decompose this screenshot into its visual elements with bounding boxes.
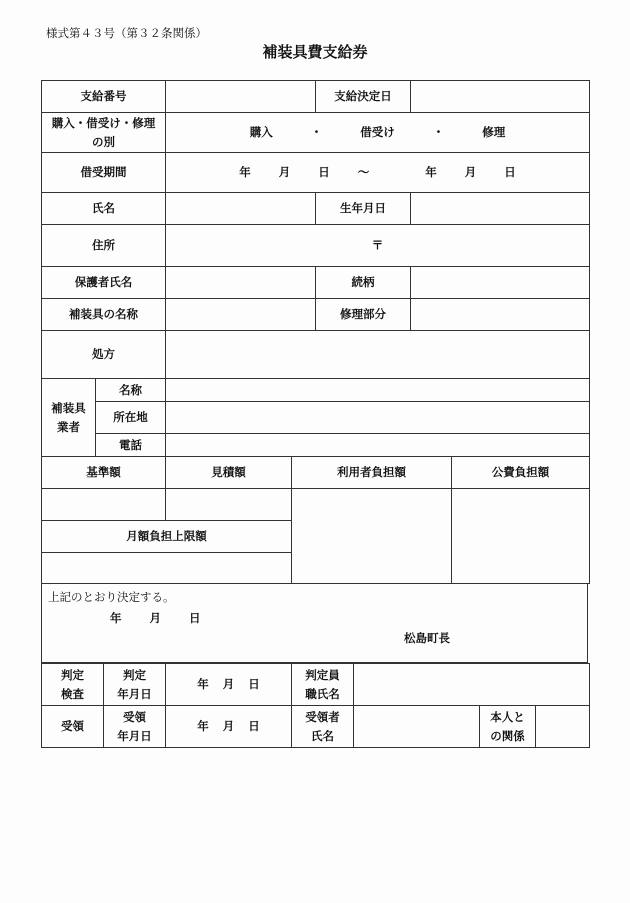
shikyu-bango-field[interactable] <box>166 81 316 113</box>
shimei-label: 氏名 <box>42 193 166 225</box>
decision-text: 上記のとおり決定する。 <box>48 590 175 604</box>
mayor-signature: 松島町長 <box>404 631 450 645</box>
kijun-gaku-header: 基準額 <box>42 457 166 489</box>
year-unit: 年 <box>425 165 437 179</box>
separator: ・ <box>432 125 445 139</box>
day-unit: 日 <box>318 165 330 179</box>
seinengappi-label: 生年月日 <box>316 193 411 225</box>
year-unit: 年 <box>239 165 251 179</box>
jusho-label: 住所 <box>42 225 166 267</box>
mitsumori-gaku-header: 見積額 <box>166 457 292 489</box>
zokugara-field[interactable] <box>411 267 590 299</box>
shuri-bubun-field[interactable] <box>411 299 590 331</box>
option-purchase[interactable]: 購入 <box>249 125 273 139</box>
hosogu-meisho-field[interactable] <box>166 299 316 331</box>
betsu-options[interactable] <box>166 113 590 153</box>
hantei-in-field[interactable] <box>354 664 590 706</box>
hantei-date-field[interactable] <box>166 664 292 706</box>
form-number: 様式第４３号（第３２条関係） <box>46 26 207 40</box>
gyosha-address-label: 所在地 <box>96 402 166 434</box>
gyosha-phone-field[interactable] <box>166 434 590 457</box>
getsugaku-jogen-field[interactable] <box>42 553 292 584</box>
juryo-date-label: 受領 年月日 <box>104 706 166 748</box>
gyosha-address-field[interactable] <box>166 402 590 434</box>
tilde: ～ <box>357 165 370 179</box>
year-unit: 年 <box>197 719 209 733</box>
amounts-table <box>41 456 590 584</box>
shikyu-kettei-bi-label: 支給決定日 <box>316 81 411 113</box>
decision-date[interactable] <box>110 610 201 626</box>
shikyu-kettei-bi-field[interactable] <box>411 81 590 113</box>
kariuke-kikan-field[interactable] <box>166 153 590 193</box>
shikyu-bango-label: 支給番号 <box>42 81 166 113</box>
juryosha-field[interactable] <box>354 706 480 748</box>
honnin-field[interactable] <box>536 706 590 748</box>
application-table <box>41 80 590 457</box>
decision-section <box>41 583 588 663</box>
option-repair[interactable]: 修理 <box>482 125 506 139</box>
shoho-field[interactable] <box>166 331 590 379</box>
hantei-date-label: 判定 年月日 <box>104 664 166 706</box>
betsu-label: 購入・借受け・修理 の別 <box>42 113 166 153</box>
year-unit: 年 <box>110 611 122 625</box>
juryosha-label: 受領者 氏名 <box>292 706 354 748</box>
day-unit: 日 <box>189 611 201 625</box>
month-unit: 月 <box>149 611 162 625</box>
shimei-field[interactable] <box>166 193 316 225</box>
honnin-label: 本人と の関係 <box>480 706 536 748</box>
separator: ・ <box>310 125 323 139</box>
inspection-table <box>41 663 590 748</box>
kohi-futan-header: 公費負担額 <box>452 457 590 489</box>
hogosha-shimei-field[interactable] <box>166 267 316 299</box>
jusho-field[interactable] <box>166 225 590 267</box>
month-unit: 月 <box>222 677 235 691</box>
kohi-futan-field[interactable] <box>452 489 590 584</box>
riyosha-futan-field[interactable] <box>292 489 452 584</box>
zokugara-label: 続柄 <box>316 267 411 299</box>
gyosha-name-field[interactable] <box>166 379 590 402</box>
postal-mark: 〒 <box>371 238 384 252</box>
gyosha-label: 補装具 業者 <box>42 379 96 457</box>
year-unit: 年 <box>197 677 209 691</box>
getsugaku-jogen-label: 月額負担上限額 <box>42 521 292 553</box>
document-title: 補装具費支給券 <box>262 43 368 61</box>
day-unit: 日 <box>248 677 260 691</box>
month-unit: 月 <box>464 165 477 179</box>
juryo-date-field[interactable] <box>166 706 292 748</box>
gyosha-name-label: 名称 <box>96 379 166 402</box>
seinengappi-field[interactable] <box>411 193 590 225</box>
kariuke-kikan-label: 借受期間 <box>42 153 166 193</box>
riyosha-futan-header: 利用者負担額 <box>292 457 452 489</box>
month-unit: 月 <box>278 165 291 179</box>
day-unit: 日 <box>504 165 516 179</box>
hantei-in-label: 判定員 職氏名 <box>292 664 354 706</box>
month-unit: 月 <box>222 719 235 733</box>
shuri-bubun-label: 修理部分 <box>316 299 411 331</box>
juryo-label: 受領 <box>42 706 104 748</box>
option-rental[interactable]: 借受け <box>360 125 395 139</box>
hogosha-shimei-label: 保護者氏名 <box>42 267 166 299</box>
shoho-label: 処方 <box>42 331 166 379</box>
kijun-gaku-field[interactable] <box>42 489 166 521</box>
mitsumori-gaku-field[interactable] <box>166 489 292 521</box>
day-unit: 日 <box>248 719 260 733</box>
hantei-kensa-label: 判定 検査 <box>42 664 104 706</box>
hosogu-meisho-label: 補装具の名称 <box>42 299 166 331</box>
gyosha-phone-label: 電話 <box>96 434 166 457</box>
